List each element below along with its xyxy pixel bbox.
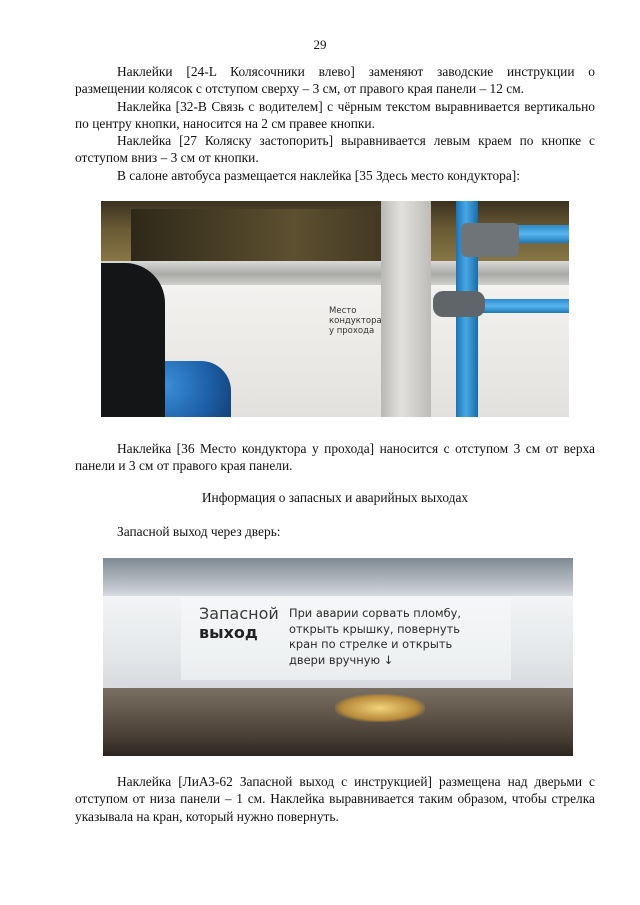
intro-text: [75, 63, 595, 184]
paragraph-stroller-lock: Наклейка [27 Коляску застопорить] выравнивается левым краем по кнопке с отступом вниз – 3 см от кнопки.: [75, 133, 595, 166]
page-number: 29: [313, 37, 327, 52]
emergency-sticker-title: [199, 604, 279, 642]
photo-handrail-clamp: [433, 291, 485, 317]
conductor-sticker-text: [329, 306, 399, 336]
photo-rail: [101, 261, 569, 285]
instruction-line: При аварии сорвать пломбу,: [289, 606, 461, 620]
instruction-line: двери вручную ↓: [289, 652, 394, 667]
section-heading: Информация о запасных и аварийных выходах: [201, 490, 469, 505]
paragraph-driver-contact: Наклейка [32-В Связь с водителем] с чёрным текстом выравнивается вертикально по центру кнопки, наносится на 2 см правее кнопки.: [75, 98, 595, 131]
photo-window: [131, 209, 401, 264]
photo-emergency-exit-sticker: [103, 558, 573, 756]
paragraph-conductor-place: В салоне автобуса размещается наклейка [35 Здесь место кондуктора]:: [117, 167, 520, 183]
instruction-line: открыть крышку, повернуть: [289, 621, 460, 636]
emergency-exit-intro: Запасной выход через дверь:: [117, 524, 281, 539]
photo-bag: [101, 263, 165, 417]
paragraph-conductor-sticker-placement: Наклейка [36 Место кондуктора у прохода] наносится с отступом 3 см от верха панели и 3 см от правого края панели.: [75, 441, 595, 474]
instruction-line: кран по стрелке и открыть: [289, 637, 453, 651]
photo-light: [335, 694, 425, 722]
sticker-title-line: Запасной: [199, 604, 279, 623]
photo-handrail-joint: [461, 223, 519, 257]
emergency-sticker-instructions: [289, 606, 519, 668]
sticker-line: кондуктора: [329, 316, 382, 326]
paragraph-emergency-sticker-placement: Наклейка [ЛиАЗ-62 Запасной выход с инструкцией] размещена над дверьми с отступом от низа панели – 1 см. Наклейка выравнивается таким образом, чтобы стрелка указывала на кран, который нужно повернуть.: [75, 774, 595, 824]
sticker-line: Место: [329, 306, 357, 316]
sticker-title-line: выход: [199, 623, 258, 642]
emergency-sticker-description: [75, 773, 595, 825]
sticker-line: у прохода: [329, 326, 375, 336]
paragraph-stroller-stickers: Наклейки [24-L Колясочники влево] заменяют заводские инструкции о размещении колясок с отступом сверху – 3 см, от правого края панели – 12 см.: [75, 64, 595, 97]
conductor-sticker-description: [75, 440, 595, 475]
photo-handrail-lower: [477, 299, 569, 313]
photo-conductor-sticker: [101, 201, 569, 417]
